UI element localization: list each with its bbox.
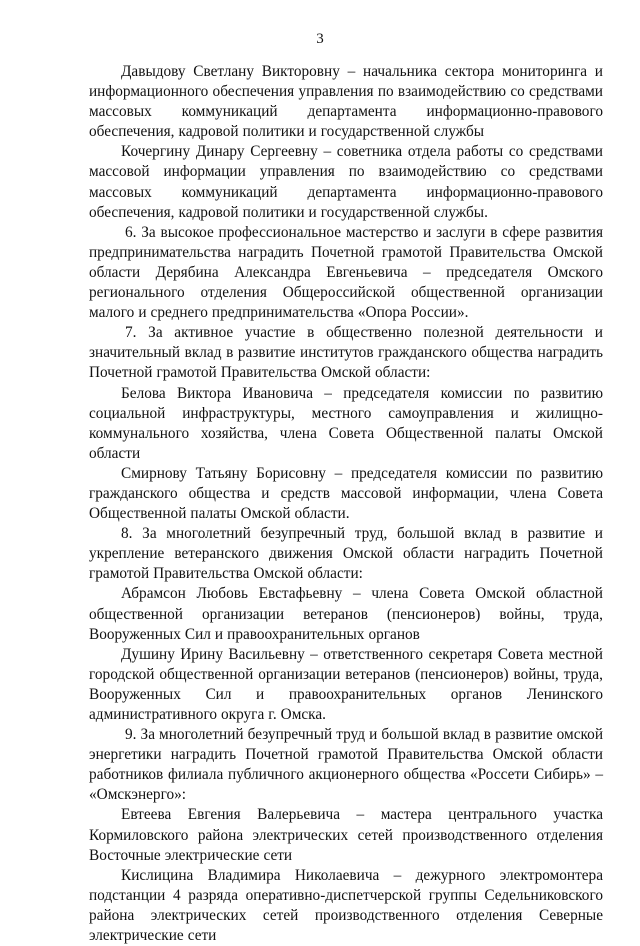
award-paragraph-kislitsin: Кислицина Владимира Николаевича – дежурного электромонтера подстанции 4 разряда оперативно-диспетчерской группы Седельниковского района электрических сетей производственного отделения Северные электрические сети	[89, 866, 603, 945]
award-paragraph-abramson: Абрамсон Любовь Евстафьевну – члена Совета Омской областной общественной организации ветеранов (пенсионеров) войны, труда, Вооруженных Сил и правоохранительных органов	[89, 585, 603, 643]
award-paragraph-davydova: Давыдову Светлану Викторовну – начальника сектора мониторинга и информационного обеспечения управления по взаимодействию со средствами массовых коммуникаций департамента информационно-правового обеспечения, кадровой политики и государственной службы	[89, 63, 603, 141]
page-number: 3	[316, 31, 324, 47]
award-paragraph-evteev: Евтеева Евгения Валерьевича – мастера центрального участка Кормиловского района электрических сетей производственного отделения Восточные электрические сети	[89, 806, 603, 864]
award-paragraph-smirnova: Смирнову Татьяну Борисовну – председателя комиссии по развитию гражданского общества и средств массовой информации, члена Совета Общественной палаты Омской области.	[89, 464, 603, 523]
clause-7-paragraph: 7. За активное участие в общественно полезной деятельности и значительный вклад в развитие институтов гражданского общества наградить Почетной грамотой Правительства Омской области:	[89, 324, 603, 382]
document-body	[89, 62, 603, 946]
award-paragraph-belov: Белова Виктора Ивановича – председателя комиссии по развитию социальной инфраструктуры, местного самоуправления и жилищно-коммунального хозяйства, члена Совета Общественной палаты Омской области	[89, 384, 603, 462]
clause-9-paragraph: 9. За многолетний безупречный труд и большой вклад в развитие омской энергетики наградить Почетной грамотой Правительства Омской области работников филиала публичного акционерного общества «Россети Сибирь» – «Омскэнерго»:	[89, 726, 603, 804]
clause-6-paragraph: 6. За высокое профессиональное мастерство и заслуги в сфере развития предпринимательства наградить Почетной грамотой Правительства Омской области Дерябина Александра Евгеньевича – председателя Омского регионального отделения Общероссийской общественной организации малого и среднего предпринимательства «Опора России».	[89, 223, 603, 322]
award-paragraph-dushina: Душину Ирину Васильевну – ответственного секретаря Совета местной городской общественной организации ветеранов (пенсионеров) войны, труда, Вооруженных Сил и правоохранительных органов Ленинского административного округа г. Омска.	[89, 645, 603, 723]
award-paragraph-kochergina: Кочергину Динару Сергеевну – советника отдела работы со средствами массовой информации управления по взаимодействию со средствами массовых коммуникаций департамента информационно-правового обеспечения, кадровой политики и государственной службы.	[89, 143, 603, 221]
clause-8-paragraph: 8. За многолетний безупречный труд, большой вклад в развитие и укрепление ветеранского движения Омской области наградить Почетной грамотой Правительства Омской области:	[89, 525, 603, 583]
